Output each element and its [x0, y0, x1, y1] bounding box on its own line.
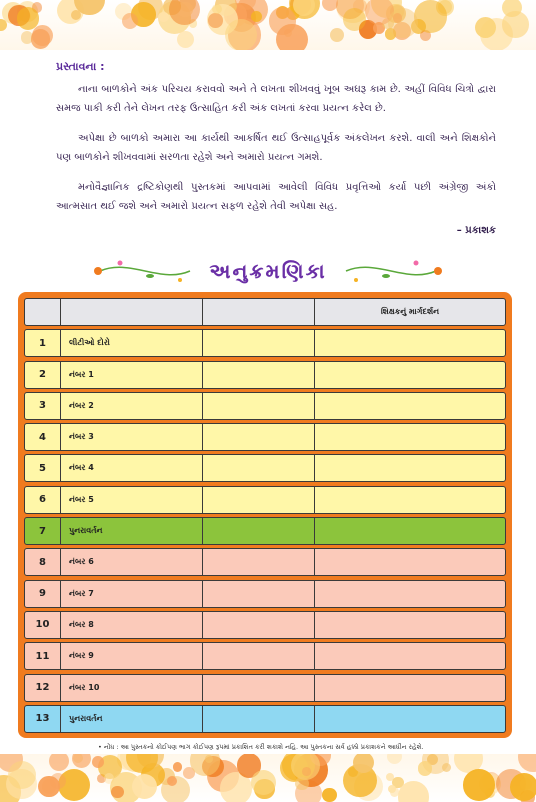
row-number: 6 [25, 487, 61, 513]
index-title: અનુક્રમણિકા [203, 259, 332, 283]
decorative-dot [72, 754, 91, 768]
row-title: નંબર 10 [61, 675, 203, 701]
row-title: નંબર 3 [61, 424, 203, 450]
footnote: • નોંધ : આ પુસ્તકનો કોઈપણ ભાગ કોઈપણ રૂપમાં પ્રકાશિત કરી શકાશે નહિ. આ પુસ્તકના સર્વ હક્કો પ્રકાશકને આધીન રહેશે. [98, 743, 424, 751]
row-blank-cell [203, 581, 315, 607]
table-row [24, 705, 506, 733]
preface-paragraph-1: નાના બાળકોને અંક પરિચય કરાવવો અને તે લખતા શીખવવું ખૂબ અઘરૂ કામ છે. અહીં વિવિધ ચિત્રો દ્વારા સમજ પાકી કરી તેને લેખન તરફ ઉત્સાહિત કરી અંક લખતાં કરવા પ્રયત્ન કરેલ છે. [56, 84, 496, 114]
preface-paragraph-3: મનોવૈજ્ઞાનિક દ્રષ્ટિકોણથી પુસ્તકમાં આપવામાં આવેલી વિવિધ પ્રવૃત્તિઓ કર્યા પછી અંગ્રેજી અંકો આત્મસાત થઈ જશે અને અમારો પ્રયત્ન સફળ રહેશે તેવી અપેક્ષા સહ. [56, 182, 496, 212]
decorative-dot [173, 762, 183, 772]
row-number: 11 [25, 643, 61, 669]
row-guide-cell [315, 424, 505, 450]
row-guide-cell [315, 612, 505, 638]
row-title: નંબર 8 [61, 612, 203, 638]
row-guide-cell [315, 643, 505, 669]
row-blank-cell [203, 424, 315, 450]
row-blank-cell [203, 706, 315, 732]
row-number: 1 [25, 330, 61, 356]
decorative-dot [251, 770, 276, 795]
decorative-dot [31, 29, 50, 48]
table-row [24, 611, 506, 639]
preface-section [56, 60, 496, 236]
table-row [24, 580, 506, 608]
decorative-dot [269, 7, 296, 34]
table-row [24, 674, 506, 702]
decorative-dot [208, 13, 223, 28]
decorative-dot [38, 776, 59, 797]
decorative-dot [92, 756, 104, 768]
row-title: નંબર 1 [61, 362, 203, 388]
row-guide-cell [315, 487, 505, 513]
top-decorative-border [0, 0, 536, 50]
row-number: 12 [25, 675, 61, 701]
row-title: નંબર 5 [61, 487, 203, 513]
decorative-dot [518, 754, 536, 772]
decorative-dot [387, 754, 402, 764]
decorative-dot [510, 773, 536, 801]
table-row [24, 548, 506, 576]
row-title: નંબર 4 [61, 455, 203, 481]
row-guide-cell [315, 581, 505, 607]
index-heading [80, 254, 456, 288]
row-blank-cell [203, 362, 315, 388]
row-title: પુનરાવર્તન [61, 706, 203, 732]
header-cell-title [61, 299, 203, 325]
row-title: નંબર 7 [61, 581, 203, 607]
table-row [24, 486, 506, 514]
decorative-dot [418, 761, 432, 775]
row-number: 4 [25, 424, 61, 450]
row-blank-cell [203, 330, 315, 356]
row-title: નંબર 2 [61, 393, 203, 419]
row-title: પુનરાવર્તન [61, 518, 203, 544]
row-guide-cell [315, 706, 505, 732]
row-number: 13 [25, 706, 61, 732]
table-row [24, 392, 506, 420]
row-guide-cell [315, 330, 505, 356]
row-blank-cell [203, 549, 315, 575]
table-row [24, 361, 506, 389]
header-cell-number [25, 299, 61, 325]
decorative-dot [111, 786, 123, 798]
decorative-dot [0, 19, 7, 31]
row-blank-cell [203, 455, 315, 481]
row-guide-cell [315, 549, 505, 575]
table-header-row [24, 298, 506, 326]
row-guide-cell [315, 455, 505, 481]
decorative-dot [167, 776, 177, 786]
table-row [24, 517, 506, 545]
decorative-dot [475, 17, 496, 38]
table-row [24, 642, 506, 670]
row-title: લીટીઓ દોરો [61, 330, 203, 356]
row-number: 5 [25, 455, 61, 481]
row-number: 10 [25, 612, 61, 638]
row-blank-cell [203, 518, 315, 544]
row-number: 9 [25, 581, 61, 607]
row-blank-cell [203, 393, 315, 419]
decorative-dot [388, 8, 418, 38]
table-row [24, 423, 506, 451]
decorative-dot [414, 0, 447, 33]
decorative-dot [398, 781, 429, 802]
row-title: નંબર 9 [61, 643, 203, 669]
table-row [24, 329, 506, 357]
row-blank-cell [203, 612, 315, 638]
row-guide-cell [315, 393, 505, 419]
header-cell-guide: શિક્ષકનું માર્ગદર્શન [380, 307, 440, 316]
decorative-dot [295, 777, 309, 791]
decorative-dot [49, 754, 69, 771]
decorative-dot [8, 761, 36, 789]
decorative-dot [330, 28, 344, 42]
decorative-dot [463, 769, 494, 800]
decorative-dot [17, 7, 39, 29]
decorative-dot [122, 13, 138, 29]
row-number: 3 [25, 393, 61, 419]
bottom-decorative-border [0, 754, 536, 802]
publisher-signature: – પ્રકાશક [456, 225, 496, 236]
row-blank-cell [203, 675, 315, 701]
decorative-dot [177, 31, 194, 48]
row-number: 8 [25, 549, 61, 575]
row-number: 7 [25, 518, 61, 544]
decorative-dot [502, 11, 528, 37]
row-blank-cell [203, 643, 315, 669]
decorative-dot [322, 788, 336, 802]
row-guide-cell [315, 518, 505, 544]
header-cell-blank [203, 299, 315, 325]
table-of-contents [18, 292, 512, 738]
decorative-dot [343, 8, 366, 31]
row-guide-cell [315, 675, 505, 701]
preface-paragraph-2: અપેક્ષા છે બાળકો અમારા આ કાર્યથી આકર્ષિત થઈ ઉત્સાહપૂર્વક અંકલેખન કરશે. વાલી અને શિક્ષકોને પણ બાળકોને શીખવવામાં સરળતા રહેશે અને અમારો પ્રયત્ન ગમશે. [56, 133, 496, 163]
preface-title: પ્રસ્તાવના : [56, 60, 105, 73]
decorative-dot [251, 11, 262, 22]
decorative-dot [225, 19, 257, 50]
decorative-dot [132, 774, 157, 799]
row-number: 2 [25, 362, 61, 388]
row-guide-cell [315, 362, 505, 388]
row-title: નંબર 6 [61, 549, 203, 575]
table-row [24, 454, 506, 482]
row-blank-cell [203, 487, 315, 513]
